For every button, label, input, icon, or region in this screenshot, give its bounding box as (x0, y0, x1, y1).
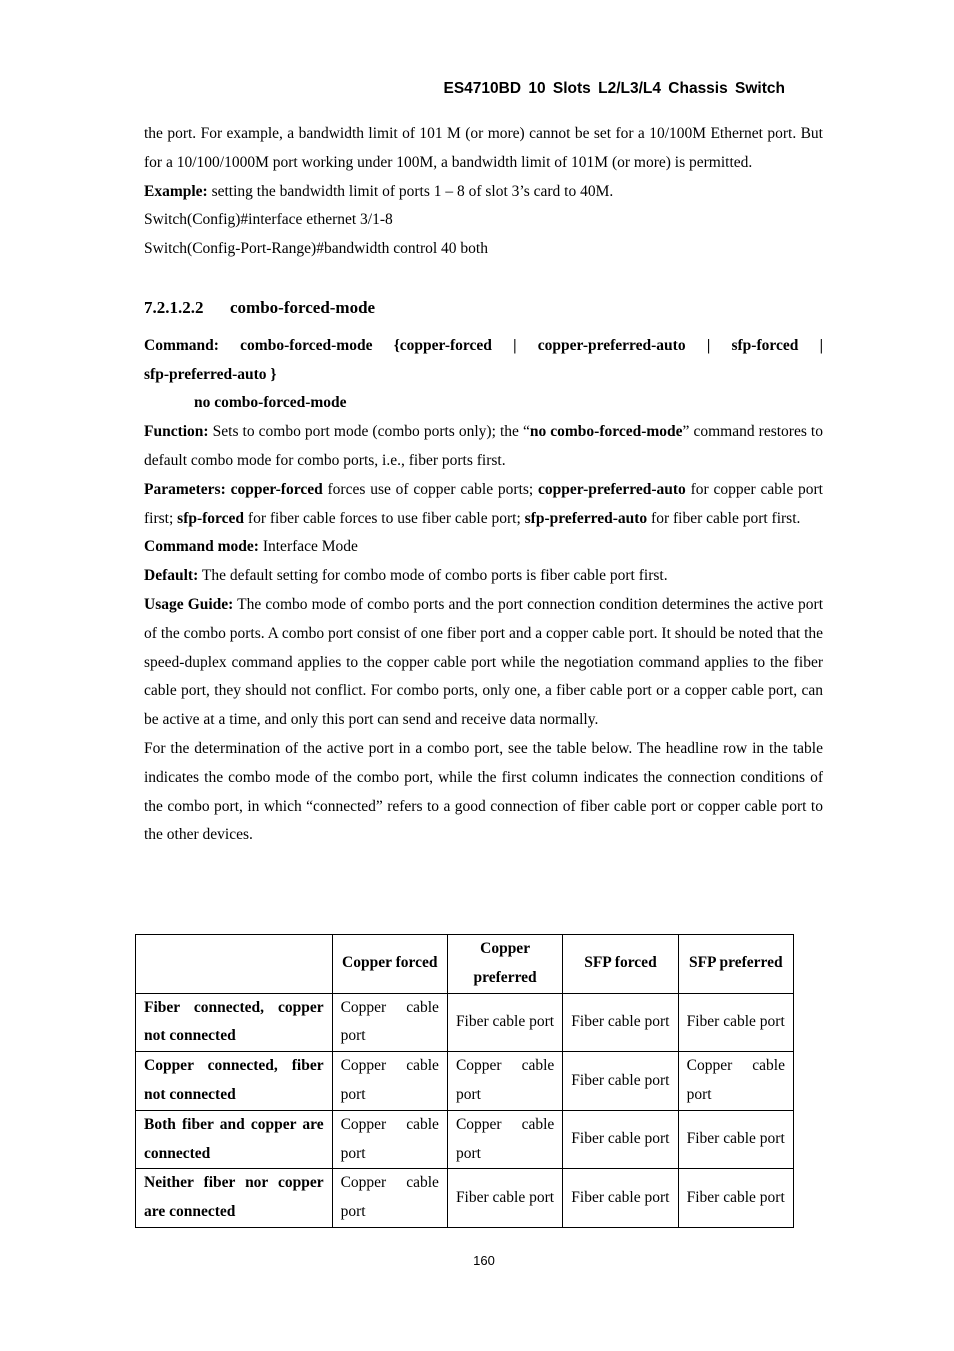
param-copper-forced: copper-forced (230, 480, 323, 498)
command-option-sfp-forced: sfp-forced (731, 336, 799, 354)
example-label: Example: (144, 182, 208, 200)
usage-guide-label: Usage Guide: (144, 595, 234, 613)
param-sfp-forced: sfp-forced (177, 509, 245, 527)
page-number: 160 (473, 1253, 495, 1268)
page-header: ES4710BD 10 Slots L2/L3/L4 Chassis Switch (443, 80, 785, 97)
table-row-header: Copper connected, fiber not connected (136, 1052, 333, 1111)
command-no-form-text: no combo-forced-mode (194, 394, 347, 412)
command-mode-line (144, 533, 823, 562)
table-row-header: Neither fiber nor copper are connected (136, 1169, 333, 1228)
command-option-copper-preferred: copper-preferred-auto (537, 336, 686, 354)
usage-guide-paragraph (144, 591, 823, 735)
command-option-sfp-preferred: sfp-preferred-auto } (144, 365, 277, 383)
table-cell: Fiber cable port (447, 993, 562, 1052)
command-option-copper-forced: {copper-forced (393, 336, 492, 354)
example-text: setting the bandwidth limit of ports 1 – 8 of slot 3’s card to 40M. (207, 182, 614, 200)
default-label: Default: (144, 567, 199, 585)
param-text: for fiber cable forces to use fiber cable port; (244, 509, 525, 527)
command-name: combo-forced-mode (240, 336, 373, 354)
combo-mode-table (135, 934, 794, 1228)
table-header-row (136, 935, 794, 994)
function-paragraph (144, 418, 823, 476)
command-separator: | (706, 336, 711, 354)
param-text: for fiber cable port first. (647, 509, 801, 527)
section-heading (144, 294, 823, 323)
table-row (136, 993, 794, 1052)
example-command-1: Switch(Config)#interface ethernet 3/1-8 (144, 211, 393, 229)
table-cell: Fiber cable port (563, 1052, 678, 1111)
section-number: 7.2.1.2.2 (144, 297, 204, 317)
default-line (144, 562, 823, 591)
default-text: The default setting for combo mode of combo ports is fiber cable port first. (198, 567, 668, 585)
table-intro-paragraph: For the determination of the active port in a combo port, see the table below. The headline row in the table indicates the combo mode of the combo port, while the first column indicates the connection conditions of the combo port, in which “connected” refers to a good connection of fiber cable port or copper cable port to the other devices. (144, 739, 823, 844)
example-line (144, 178, 823, 207)
example-command-2: Switch(Config-Port-Range)#bandwidth control 40 both (144, 240, 488, 258)
table-cell: Fiber cable port (563, 1169, 678, 1228)
table-row (136, 1052, 794, 1111)
table-header-cell: Copper forced (332, 935, 447, 994)
intro-paragraph: the port. For example, a bandwidth limit of 101 M (or more) cannot be set for a 10/100M Ethernet port. But for a 10/100/1000M port working under 100M, a bandwidth limit of 101M (or more) is permitted. (144, 125, 823, 171)
command-mode-label: Command mode: (144, 538, 259, 556)
param-text: forces use of copper cable ports; (322, 480, 539, 498)
command-separator: | (819, 336, 823, 354)
table-header-cell (136, 935, 333, 994)
table-row (136, 1110, 794, 1169)
section-title: combo-forced-mode (230, 297, 376, 317)
parameters-paragraph (144, 476, 823, 534)
param-text: for copper cable port first; (144, 480, 823, 527)
table-cell: Fiber cable port (447, 1169, 562, 1228)
table-header-cell: SFP forced (563, 935, 678, 994)
command-syntax-line-1 (144, 332, 823, 361)
table-cell: Fiber cable port (678, 1110, 793, 1169)
table-cell: Copper cable port (678, 1052, 793, 1111)
command-syntax-line-2 (144, 361, 823, 390)
param-sfp-preferred-auto: sfp-preferred-auto (524, 509, 648, 527)
command-no-form (144, 389, 823, 418)
table-cell: Fiber cable port (563, 1110, 678, 1169)
command-separator: | (513, 336, 517, 354)
function-text: ” command restores to default combo mode for combo ports, i.e., fiber ports first. (144, 423, 823, 469)
table-row-header: Both fiber and copper are connected (136, 1110, 333, 1169)
table-header-cell: Copper preferred (447, 935, 562, 994)
command-label: Command: (144, 336, 219, 354)
command-mode-text: Interface Mode (258, 538, 358, 556)
page-content (144, 120, 823, 850)
table-cell: Copper cable port (447, 1052, 562, 1111)
parameters-label: Parameters: (144, 480, 226, 498)
table-cell: Copper cable port (332, 993, 447, 1052)
function-command: no combo-forced-mode (529, 423, 683, 441)
table-cell: Fiber cable port (563, 993, 678, 1052)
table-cell: Fiber cable port (678, 1169, 793, 1228)
table-cell: Copper cable port (447, 1110, 562, 1169)
table-cell: Copper cable port (332, 1052, 447, 1111)
table-cell: Copper cable port (332, 1110, 447, 1169)
function-text: Sets to combo port mode (combo ports only); the “ (208, 423, 530, 441)
table-cell: Fiber cable port (678, 993, 793, 1052)
table-cell: Copper cable port (332, 1169, 447, 1228)
usage-guide-text: The combo mode of combo ports and the port connection condition determines the active port of the combo ports. A combo port consist of one fiber port and a copper cable port. It should be noted that the speed-duplex command applies to the copper cable port while the negotiation command applies to the fiber cable port, they should not conflict. For combo ports, only one, a fiber cable port or a copper cable port, can be active at a time, and only this port can send and receive data normally. (144, 595, 823, 729)
param-copper-preferred-auto: copper-preferred-auto (538, 480, 686, 498)
table-header-cell: SFP preferred (678, 935, 793, 994)
function-label: Function: (144, 423, 209, 441)
table-row (136, 1169, 794, 1228)
table-row-header: Fiber connected, copper not connected (136, 993, 333, 1052)
